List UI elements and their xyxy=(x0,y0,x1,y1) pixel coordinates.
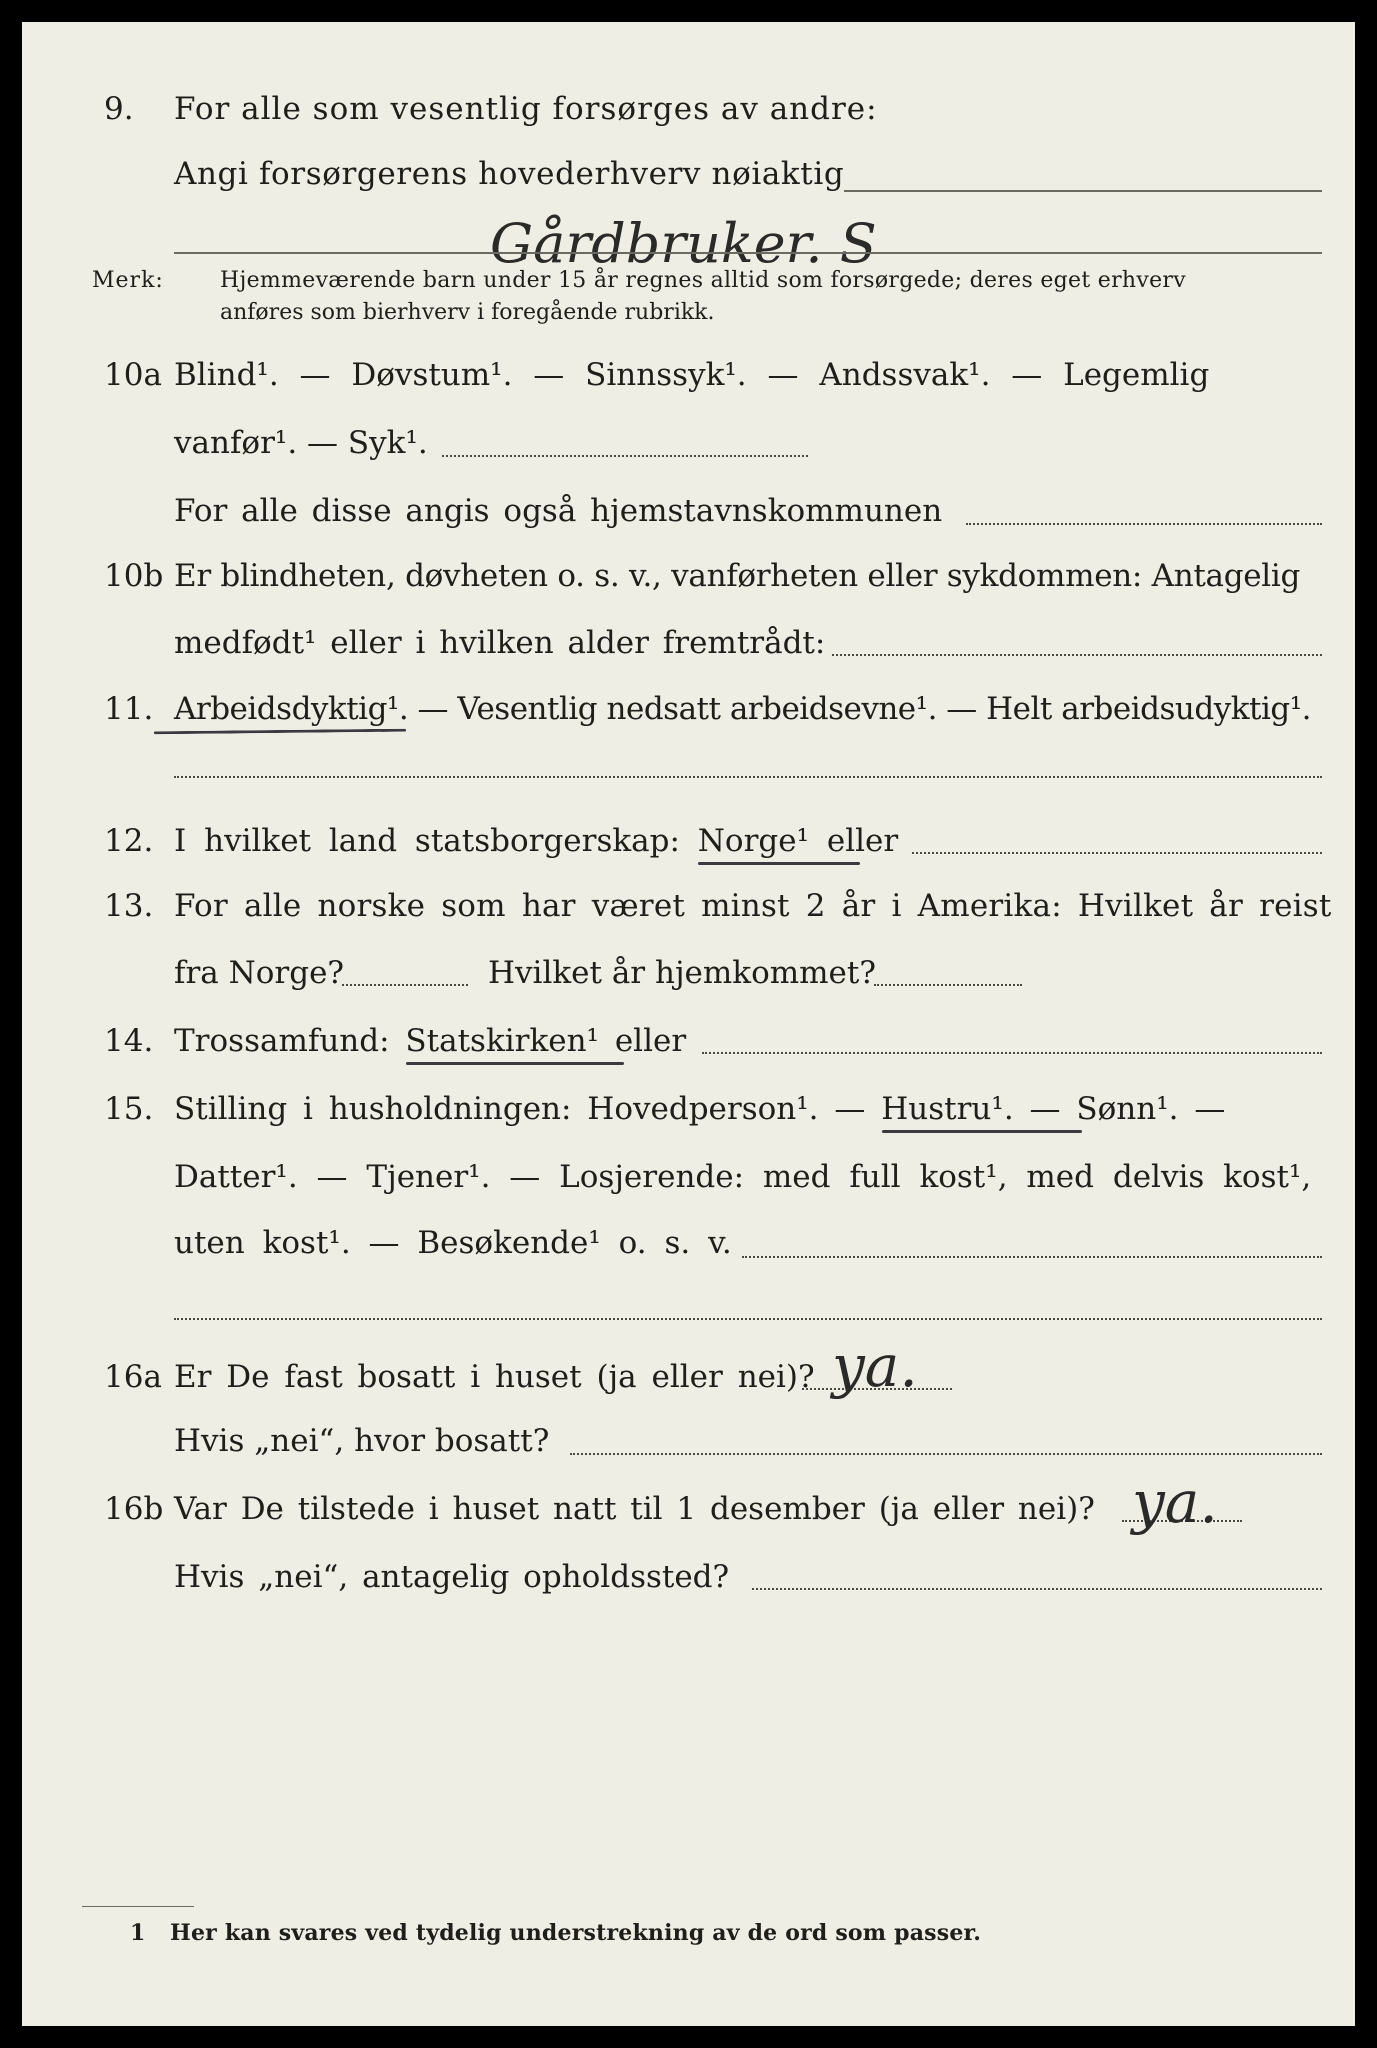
q16a-bosatt-line xyxy=(570,1453,1322,1455)
q16a-number: 16a xyxy=(104,1359,162,1395)
q9-answer-line xyxy=(174,252,1322,254)
q12-answer-underline xyxy=(698,862,860,865)
q10a-fill-line xyxy=(442,455,808,457)
q10a-hjemstavn-line xyxy=(966,523,1322,525)
q10b-line2: medfødt¹ eller i hvilken alder fremtrådt: xyxy=(174,625,826,661)
q11-fill-line xyxy=(174,776,1322,778)
footnote-rule xyxy=(82,1906,194,1907)
q10b-line1: Er blindheten, døvheten o. s. v., vanførheten eller sykdommen: Antagelig xyxy=(174,558,1301,594)
q12-number: 12. xyxy=(104,823,154,859)
q16b-opholdssted-line xyxy=(752,1588,1322,1590)
q16a-line1: Er De fast bosatt i huset (ja eller nei)? xyxy=(174,1359,815,1395)
q15-extra-line xyxy=(174,1318,1322,1320)
q12-line1: I hvilket land statsborgerskap: Norge¹ eller xyxy=(174,823,899,859)
q13-line2a: fra Norge? xyxy=(174,955,345,991)
q10a-number: 10a xyxy=(104,357,162,393)
q13-reist-line xyxy=(342,984,468,986)
q10b-fill-line xyxy=(832,654,1322,656)
census-form-page xyxy=(22,22,1355,2026)
q14-number: 14. xyxy=(104,1023,154,1059)
q13-hjemkommet-line xyxy=(874,984,1022,986)
q14-line1: Trossamfund: Statskirken¹ eller xyxy=(174,1023,687,1059)
footnote-mark: 1 xyxy=(130,1920,146,1946)
q11-line1: Arbeidsdyktig¹. — Vesentlig nedsatt arbeidsevne¹. — Helt arbeidsudyktig¹. xyxy=(174,691,1312,727)
q9-line1: For alle som vesentlig forsørges av andre: xyxy=(174,91,878,127)
q10b-number: 10b xyxy=(104,558,164,594)
merk-label: Merk: xyxy=(92,268,164,293)
q16b-handwritten-answer: ya. xyxy=(1132,1468,1218,1536)
q10a-line2: vanfør¹. — Syk¹. xyxy=(174,425,428,461)
q10a-line3: For alle disse angis også hjemstavnskommunen xyxy=(174,493,943,529)
q14-answer-underline xyxy=(406,1062,624,1065)
q15-line1: Stilling i husholdningen: Hovedperson¹. — Hustru¹. — Sønn¹. — xyxy=(174,1091,1226,1127)
q16b-line1: Var De tilstede i huset natt til 1 desember (ja eller nei)? xyxy=(174,1491,1095,1527)
q13-line2b: Hvilket år hjemkommet? xyxy=(488,955,876,991)
q9-handwritten-answer: Gårdbruker. S xyxy=(490,212,877,275)
q9-fill-line xyxy=(844,190,1322,192)
q15-answer-underline xyxy=(882,1130,1082,1133)
q15-number: 15. xyxy=(104,1091,154,1127)
q12-fill-line xyxy=(912,852,1322,854)
merk-line2: anføres som bierhverv i foregående rubrikk. xyxy=(220,300,715,325)
q16a-handwritten-answer: ya. xyxy=(832,1332,918,1400)
merk-line1: Hjemmeværende barn under 15 år regnes alltid som forsørgede; deres eget erhverv xyxy=(220,268,1186,293)
q16a-line2: Hvis „nei“, hvor bosatt? xyxy=(174,1423,550,1459)
q9-number: 9. xyxy=(104,91,134,127)
q15-line2: Datter¹. — Tjener¹. — Losjerende: med full kost¹, med delvis kost¹, xyxy=(174,1159,1312,1195)
q13-number: 13. xyxy=(104,888,154,924)
q11-answer-underline xyxy=(154,729,406,735)
footnote-text: Her kan svares ved tydelig understrekning av de ord som passer. xyxy=(170,1920,982,1946)
q15-fill-line xyxy=(742,1256,1322,1258)
q16b-line2: Hvis „nei“, antagelig opholdssted? xyxy=(174,1559,730,1595)
q13-line1: For alle norske som har været minst 2 år i Amerika: Hvilket år reist xyxy=(174,888,1332,924)
q10a-line1: Blind¹. — Døvstum¹. — Sinnssyk¹. — Andssvak¹. — Legemlig xyxy=(174,357,1210,393)
q15-line3: uten kost¹. — Besøkende¹ o. s. v. xyxy=(174,1225,732,1261)
q16b-number: 16b xyxy=(104,1491,164,1527)
q9-line2: Angi forsørgerens hovederhverv nøiaktig xyxy=(174,156,845,192)
q11-number: 11. xyxy=(104,691,154,727)
q14-fill-line xyxy=(702,1052,1322,1054)
